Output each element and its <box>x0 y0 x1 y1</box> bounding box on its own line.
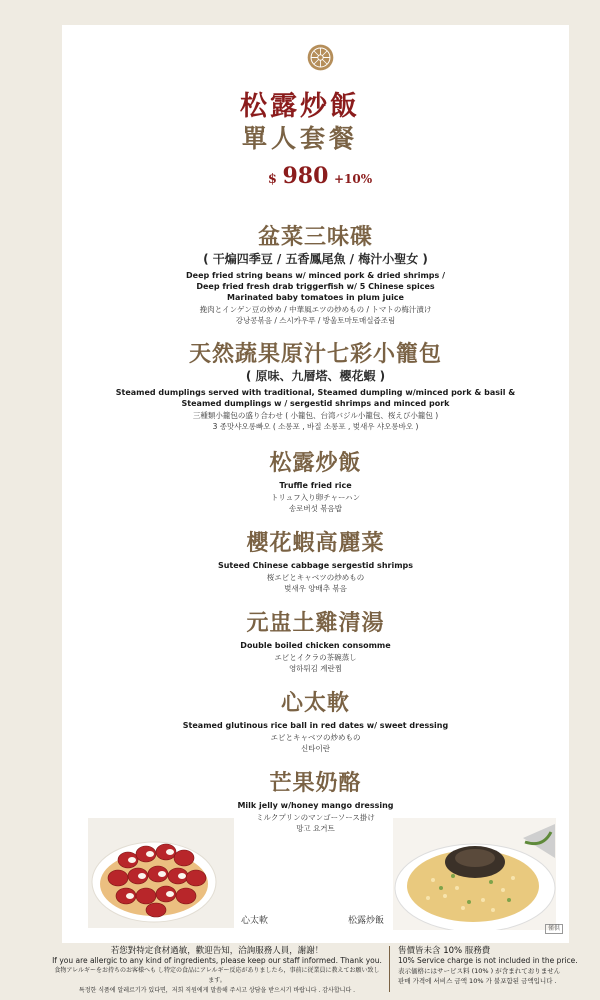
dish-english-line: Double boiled chicken consomme <box>240 641 391 650</box>
dish-name: 櫻花蝦高麗菜 <box>246 531 385 556</box>
dish-japanese: トリュフ入り卵チャーハン <box>270 493 361 502</box>
service-charge-japanese: 表示価格にはサービス料 (10% ) が含まれておりません <box>398 967 561 975</box>
price-service-charge: +10% <box>333 172 373 186</box>
menu-item <box>62 610 569 674</box>
dish-english-line: Deep fried string beans w/ minced pork & dried shrimps / <box>186 271 445 280</box>
price-currency: $ <box>267 172 277 187</box>
dish-japanese: 三種類小籠包の盛り合わせ ( 小籠包、台湾バジル小籠包、桜えび小籠包 ) <box>192 411 439 420</box>
dish-name: 松露炒飯 <box>269 451 362 476</box>
red-dates-dessert-photo <box>88 818 234 928</box>
dish-korean: 강낭콩볶음 / 스시카우푸 / 방울토마토매실즙조림 <box>235 316 396 325</box>
dish-name: 心太軟 <box>280 691 350 716</box>
allergy-notice-chinese: 若您對特定食材過敏，歡迎告知，洽詢服務人員，謝謝！ <box>110 946 324 956</box>
menu-item <box>62 530 569 594</box>
dish-korean: 송로버섯 볶음밥 <box>288 504 343 513</box>
truffle-fried-rice-photo <box>393 818 556 930</box>
dish-japanese: エビとイクラの茶碗蒸し <box>274 653 357 662</box>
menu-item <box>62 450 569 514</box>
dish-english-line: Steamed dumplings served with traditional, Steamed dumpling w/minced pork & basil & <box>115 388 516 397</box>
allergy-notice <box>52 946 382 996</box>
dish-english-line: Deep fried fresh drab triggerfish w/ 5 Chinese spices <box>196 282 435 291</box>
dish-components: ( 原味、九層塔、櫻花蝦 ) <box>245 369 386 383</box>
menu-item <box>62 690 569 754</box>
price-amount: 980 <box>282 163 329 189</box>
menu-item <box>62 341 569 432</box>
dish-korean: 신타이란 <box>301 744 330 753</box>
photo-caption-right: 松露炒飯 <box>348 916 385 926</box>
dish-japanese: エビとキャベツの炒めもの <box>270 733 361 742</box>
dish-name: 天然蔬果原汁七彩小籠包 <box>188 342 442 367</box>
restaurant-logo-icon <box>307 44 334 71</box>
dish-japanese: 桜エビとキャベツの炒めもの <box>266 573 365 582</box>
dish-english-line: Steamed dumplings w / sergestid shrimps and minced pork <box>181 399 450 408</box>
photo-caption-left: 心太軟 <box>241 916 269 926</box>
service-charge-notice <box>398 946 598 986</box>
service-charge-korean: 판매 가격에 서비스 금액 10% 가 불포함된 금액입니다 . <box>398 977 557 985</box>
set-price <box>0 163 600 189</box>
menu-subtitle: 單人套餐 <box>241 124 358 153</box>
dish-japanese: ミルクプリンのマンゴーソース掛け <box>256 813 375 822</box>
dish-english-line: Marinated baby tomatoes in plum juice <box>227 293 404 302</box>
disclaimer-badge: 僅供 <box>545 924 563 934</box>
allergy-notice-japanese: 食物アレルギーをお持ちのお客様へも し特定の食品にアレルギー反応がありましたら，事前に従業員に教えてお願い致します。 <box>54 967 380 984</box>
dish-english-line: Truffle fried rice <box>279 481 352 490</box>
dish-english-line: Steamed glutinous rice ball in red dates w/ sweet dressing <box>182 721 449 730</box>
menu-item <box>62 224 569 326</box>
dish-components: ( 干煸四季豆 / 五香鳳尾魚 / 梅汁小聖女 ) <box>203 252 428 266</box>
service-charge-english: 10% Service charge is not included in the price. <box>398 956 578 965</box>
dish-english-line: Suteed Chinese cabbage sergestid shrimps <box>217 561 414 570</box>
dish-korean: 벚새우 양배추 볶음 <box>284 584 347 593</box>
dish-english-line: Milk jelly w/honey mango dressing <box>237 801 394 810</box>
footer-divider <box>389 946 390 992</box>
dish-korean: 3 종맛샤오롱빠오 ( 소롱포 , 바질 소롱포 , 벚새우 샤오롱바오 ) <box>212 422 419 431</box>
dish-name: 芒果奶酪 <box>269 771 362 796</box>
allergy-notice-korean: 특정한 식품에 알레르기가 있다면，저희 직원에게 말씀해 주시고 상담을 받으시기 바랍니다 . 감사합니다 . <box>78 987 356 994</box>
dish-name: 盆菜三味碟 <box>257 225 373 250</box>
dish-korean: 망고 요거트 <box>296 824 335 833</box>
service-charge-chinese: 售價皆未含 10% 服務費 <box>398 946 491 956</box>
menu-title: 松露炒飯 <box>240 91 360 122</box>
allergy-notice-english: If you are allergic to any kind of ingredients, please keep our staff informed. Thank you. <box>52 956 382 965</box>
dish-japanese: 挽肉とインゲン豆の炒め / 中華風エツの炒めもの / トマトの梅汁漬け <box>199 305 432 314</box>
dish-korean: 영하튀김 계란찜 <box>288 664 343 673</box>
dish-name: 元盅土雞清湯 <box>246 611 385 636</box>
